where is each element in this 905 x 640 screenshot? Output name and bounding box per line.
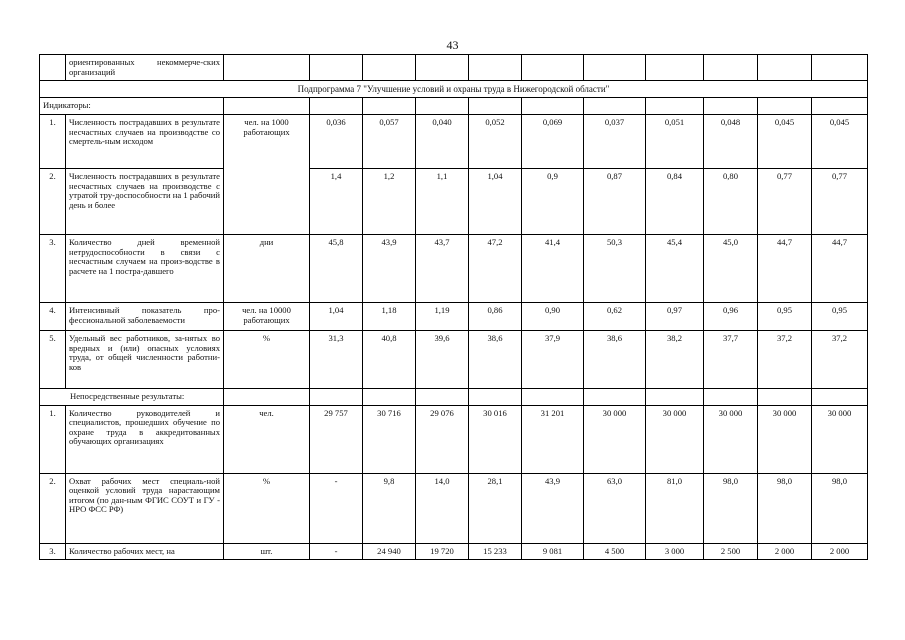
value-cell: 30 716 (363, 405, 416, 473)
value-cell: 24 940 (363, 543, 416, 560)
row-number: 1. (40, 405, 66, 473)
value-cell: 39,6 (416, 330, 469, 388)
indicator-name: Количество дней временной нетрудоспособности в связи с несчастным случаем на произ-водстве в расчете на 1 постра-давшего (66, 234, 224, 302)
value-cell: 0,95 (812, 302, 868, 330)
value-cell: 43,9 (522, 473, 584, 543)
value-cell: 2 000 (758, 543, 812, 560)
value-cell: 1,04 (469, 168, 522, 234)
value-cell: 1,04 (310, 302, 363, 330)
unit-cell: чел. на 1000 работающих (224, 114, 310, 234)
value-cell: 0,045 (758, 114, 812, 168)
value-cell: 4 500 (584, 543, 646, 560)
value-cell: 30 000 (584, 405, 646, 473)
value-cell: 98,0 (812, 473, 868, 543)
value-cell: 0,86 (469, 302, 522, 330)
table-row-top (40, 55, 868, 81)
indicator-name: Охват рабочих мест специаль-ной оценкой условий труда нарастающим итогом (по дан-ным ФГИС СОУТ и ГУ - НРО ФСС РФ) (66, 473, 224, 543)
row-number: 3. (40, 543, 66, 560)
value-cell: 40,8 (363, 330, 416, 388)
value-cell: 0,90 (522, 302, 584, 330)
unit-cell (224, 55, 310, 81)
value-cell: 47,2 (469, 234, 522, 302)
indicator-name: Количество рабочих мест, на (66, 543, 224, 560)
value-cell: 9,8 (363, 473, 416, 543)
unit-cell: % (224, 330, 310, 388)
table-row (40, 330, 868, 388)
value-cell: 2 500 (704, 543, 758, 560)
value-cell: 45,8 (310, 234, 363, 302)
value-cell: 0,80 (704, 168, 758, 234)
value-cell: 29 076 (416, 405, 469, 473)
value-cell: 0,051 (646, 114, 704, 168)
section-row-indicators (40, 98, 868, 115)
value-cell: 0,036 (310, 114, 363, 168)
value-cell: 3 000 (646, 543, 704, 560)
row-number: 1. (40, 114, 66, 168)
indicators-table (39, 54, 868, 560)
section-label-results: Непосредственные результаты: (40, 388, 224, 405)
value-cell: - (310, 543, 363, 560)
value-cell: 0,77 (812, 168, 868, 234)
value-cell: 30 000 (812, 405, 868, 473)
unit-cell: чел. (224, 405, 310, 473)
indicator-name: Интенсивный показатель про-фессиональной заболеваемости (66, 302, 224, 330)
value-cell: 45,4 (646, 234, 704, 302)
value-cell: 41,4 (522, 234, 584, 302)
value-cell: 38,6 (584, 330, 646, 388)
value-cell: 28,1 (469, 473, 522, 543)
value-cell: 0,048 (704, 114, 758, 168)
value-cell: 0,87 (584, 168, 646, 234)
page-number: 43 (446, 38, 459, 52)
value-cell: 98,0 (758, 473, 812, 543)
value-cell: 43,9 (363, 234, 416, 302)
table-row (40, 234, 868, 302)
value-cell: 0,95 (758, 302, 812, 330)
value-cell: 0,62 (584, 302, 646, 330)
value-cell: 31 201 (522, 405, 584, 473)
row-number: 5. (40, 330, 66, 388)
value-cell: 0,045 (812, 114, 868, 168)
table-row (40, 473, 868, 543)
value-cell: 30 000 (704, 405, 758, 473)
unit-cell: дни (224, 234, 310, 302)
value-cell: 14,0 (416, 473, 469, 543)
section-row-results (40, 388, 868, 405)
table-row (40, 543, 868, 560)
unit-cell: чел. на 10000 работающих (224, 302, 310, 330)
value-cell: 2 000 (812, 543, 868, 560)
indicator-name: Численность пострадавших в результате несчастных случаев на производстве со смертель-ным исходом (66, 114, 224, 168)
section-label-indicators: Индикаторы: (40, 98, 224, 115)
value-cell: 0,97 (646, 302, 704, 330)
subprogram-row (40, 81, 868, 98)
row-number: 3. (40, 234, 66, 302)
value-cell: 0,069 (522, 114, 584, 168)
value-cell: 38,6 (469, 330, 522, 388)
value-cell: 50,3 (584, 234, 646, 302)
value-cell: 44,7 (758, 234, 812, 302)
num-cell (40, 55, 66, 81)
value-cell: - (310, 473, 363, 543)
value-cell: 98,0 (704, 473, 758, 543)
value-cell: 19 720 (416, 543, 469, 560)
value-cell: 15 233 (469, 543, 522, 560)
value-cell: 31,3 (310, 330, 363, 388)
value-cell: 30 016 (469, 405, 522, 473)
value-cell: 1,1 (416, 168, 469, 234)
value-cell: 1,2 (363, 168, 416, 234)
table-row (40, 114, 868, 168)
value-cell: 37,2 (812, 330, 868, 388)
value-cell: 0,037 (584, 114, 646, 168)
value-cell: 0,84 (646, 168, 704, 234)
name-cell: ориентированных некоммерче-ских организаций (66, 55, 224, 81)
value-cell: 37,7 (704, 330, 758, 388)
value-cell: 0,9 (522, 168, 584, 234)
indicator-name: Удельный вес работников, за-нятых во вредных и (или) опасных условиях труда, от общей численности работни-ков (66, 330, 224, 388)
row-number: 2. (40, 168, 66, 234)
value-cell: 30 000 (758, 405, 812, 473)
value-cell: 81,0 (646, 473, 704, 543)
subprogram-title: Подпрограмма 7 "Улучшение условий и охраны труда в Нижегородской области" (40, 81, 868, 98)
value-cell: 37,2 (758, 330, 812, 388)
value-cell: 44,7 (812, 234, 868, 302)
value-cell: 30 000 (646, 405, 704, 473)
table-row (40, 302, 868, 330)
value-cell: 1,19 (416, 302, 469, 330)
value-cell: 0,040 (416, 114, 469, 168)
table-row (40, 168, 868, 234)
unit-cell: шт. (224, 543, 310, 560)
row-number: 4. (40, 302, 66, 330)
value-cell: 0,057 (363, 114, 416, 168)
value-cell: 0,77 (758, 168, 812, 234)
value-cell: 29 757 (310, 405, 363, 473)
value-cell: 1,4 (310, 168, 363, 234)
row-number: 2. (40, 473, 66, 543)
indicator-name: Численность пострадавших в результате несчастных случаев на производстве с утратой тру-доспособности на 1 рабочий день и более (66, 168, 224, 234)
value-cell: 9 081 (522, 543, 584, 560)
value-cell: 43,7 (416, 234, 469, 302)
value-cell: 45,0 (704, 234, 758, 302)
value-cell: 1,18 (363, 302, 416, 330)
value-cell: 0,052 (469, 114, 522, 168)
value-cell: 63,0 (584, 473, 646, 543)
value-cell: 37,9 (522, 330, 584, 388)
table-row (40, 405, 868, 473)
indicator-name: Количество руководителей и специалистов, прошедших обучение по охране труда в аккредитованных обучающих организациях (66, 405, 224, 473)
value-cell: 0,96 (704, 302, 758, 330)
value-cell: 38,2 (646, 330, 704, 388)
unit-cell: % (224, 473, 310, 543)
